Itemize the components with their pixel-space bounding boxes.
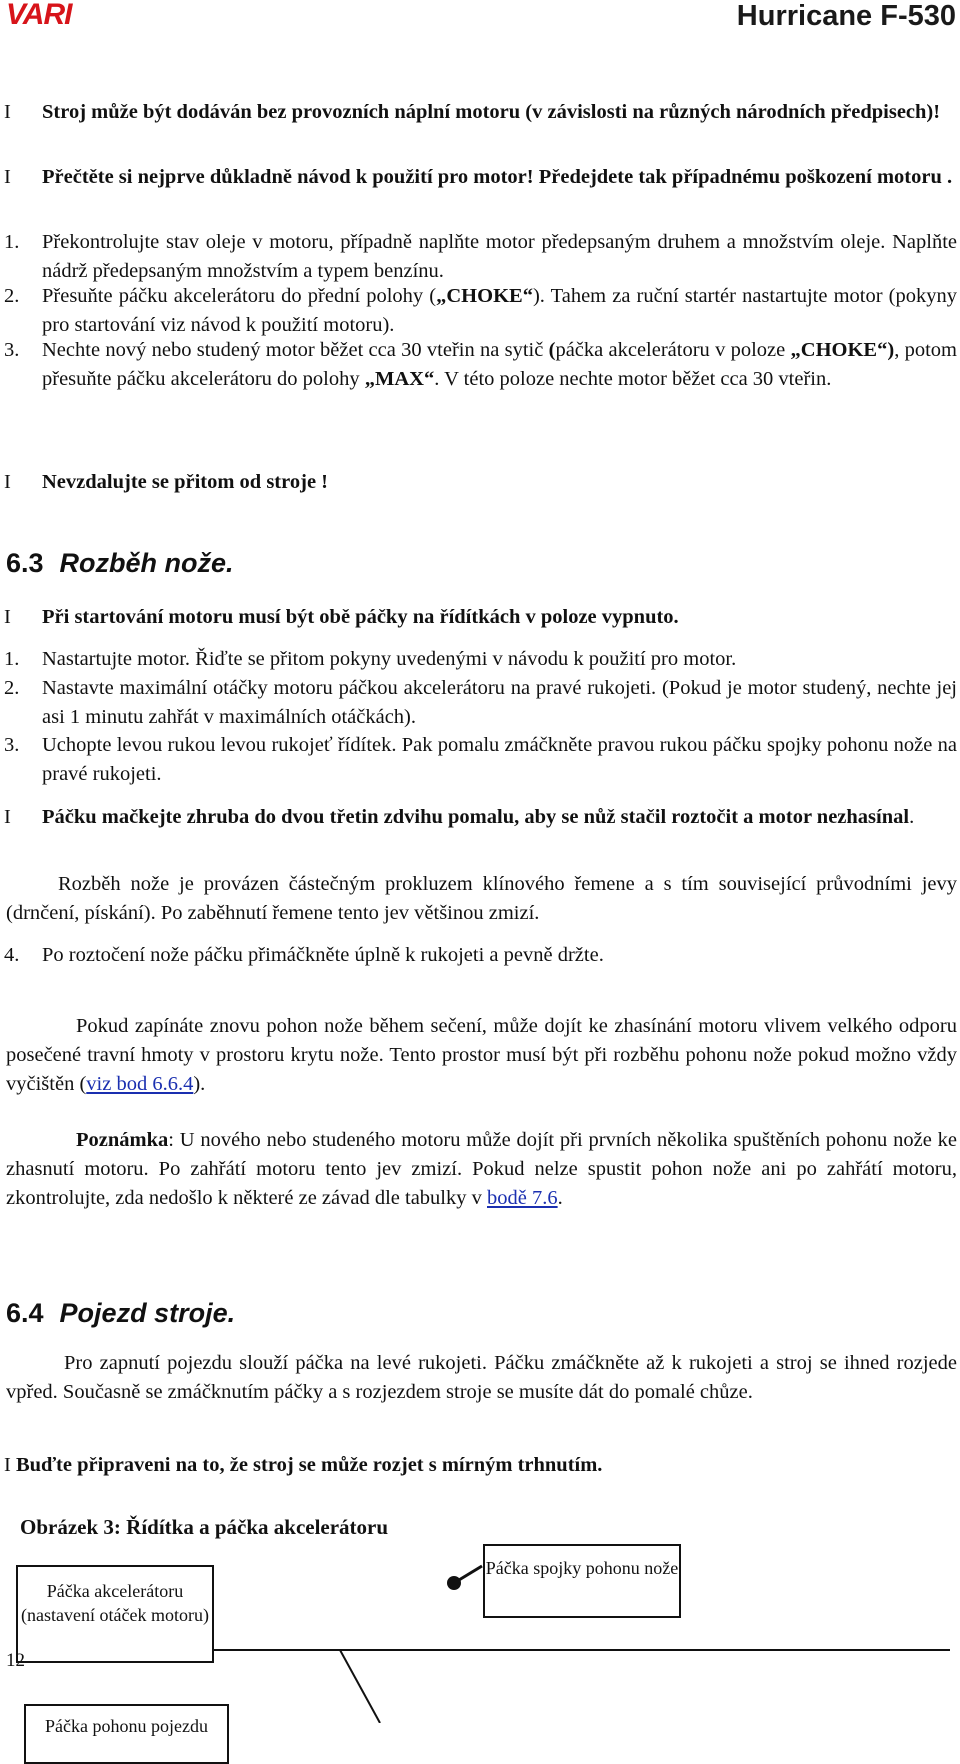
leader-dot-icon (447, 1576, 461, 1590)
warning-bullet-icon: I (4, 471, 11, 493)
step-number: 1. (4, 648, 20, 670)
step-text: Přesuňte páčku akcelerátoru do přední polohy („CHOKE“). Tahem za ruční startér nastartujte motor (pokyny pro startování viz návod k použití motoru). (42, 285, 957, 336)
step-text: Nechte nový nebo studený motor běžet cca 30 vteřin na sytič (páčka akcelerátoru v poloze „CHOKE“), potom přesuňte páčku akcelerátoru do polohy „MAX“. V této poloze nechte motor běžet cca 30 vteřin. (42, 339, 957, 390)
warning-bullet-icon: I (4, 1454, 11, 1476)
step-number: 3. (4, 339, 20, 361)
warning-bullet-icon: I (4, 606, 11, 628)
brand-text: VARI (6, 0, 72, 30)
step-number: 3. (4, 734, 20, 756)
step-number: 2. (4, 677, 20, 699)
callout-box (483, 1544, 681, 1618)
brand-logo (6, 0, 136, 35)
callout-label: Páčka spojky pohonu nože (485, 1558, 679, 1578)
paragraph: Rozběh nože je provázen částečným prokluzem klínového řemene a s tím související průvodními jevy (drnčení, pískání). Po zaběhnutí řemene tento jev většinou zmizí. (6, 873, 957, 924)
step-number: 2. (4, 285, 20, 307)
paragraph: Pokud zapínáte znovu pohon nože během sečení, může dojít ke zhasínání motoru vlivem velkého odporu posečené travní hmoty v prostoru krytu nože. Tento prostor musí být při rozběhu pohonu nože pokud možno vždy vyčištěn (viz bod 6.6.4). (6, 1015, 957, 1095)
page-number: 12 (6, 1650, 25, 1671)
callout-box (24, 1704, 229, 1764)
cross-reference-link[interactable]: bodě 7.6 (487, 1187, 558, 1209)
step-number: 1. (4, 231, 20, 253)
step-number: 4. (4, 944, 20, 966)
step-text: Uchopte levou rukou levou rukojeť řídítek. Pak pomalu zmáčkněte pravou rukou páčku spojky pohonu nože na pravé rukojeti. (42, 734, 957, 785)
cross-reference-link[interactable]: viz bod 6.6.4 (86, 1073, 194, 1095)
step-text: Nastavte maximální otáčky motoru páčkou akcelerátoru na pravé rukojeti. (Pokud je motor studený, nechte jej asi 1 minutu zahřát v maximálních otáčkách). (42, 677, 957, 728)
warning-bullet-icon: I (4, 806, 11, 828)
warning-text: I Buďte připraveni na to, že stroj se může rozjet s mírným trhnutím. (4, 1454, 603, 1476)
callout-box (16, 1565, 214, 1663)
callout-label: Páčka pohonu pojezdu (45, 1716, 208, 1736)
warning-bullet-icon: I (4, 166, 11, 188)
warning-text: Stroj může být dodáván bez provozních náplní motoru (v závislosti na různých národních předpisech)! (42, 101, 941, 123)
callout-label: Páčka akcelerátoru (nastavení otáček motoru) (21, 1581, 209, 1625)
warning-text: Při startování motoru musí být obě páčky na řídítkách v poloze vypnuto. (42, 606, 679, 628)
note-paragraph: Poznámka: U nového nebo studeného motoru může dojít při prvních několika spuštěních pohonu nože ke zhasnutí motoru. Po zahřátí motoru tento jev zmizí. Pokud nelze spustit pohon nože ani po zahřátí motoru, zkontrolujte, zda nedošlo k některé ze závad dle tabulky v bodě 7.6. (6, 1129, 957, 1209)
leader-line (340, 1650, 380, 1723)
warning-text: Přečtěte si nejprve důkladně návod k použití pro motor! Předejdete tak případnému poškození motoru . (42, 166, 953, 188)
step-text: Překontrolujte stav oleje v motoru, případně naplňte motor předepsaným druhem a množstvím oleje. Naplňte nádrž předepsaným množstvím a typem benzínu. (42, 231, 957, 282)
figure-title: Obrázek 3: Řídítka a páčka akcelerátoru (20, 1515, 389, 1539)
section-heading: 6.3 Rozběh nože. (6, 548, 234, 578)
vari-logo-icon (6, 0, 136, 30)
warning-text: Páčku mačkejte zhruba do dvou třetin zdvihu pomalu, aby se nůž stačil roztočit a motor nezhasínal. (42, 806, 915, 828)
paragraph: Pro zapnutí pojezdu slouží páčka na levé rukojeti. Páčku zmáčkněte až k rukojeti a stroj se ihned rozjede vpřed. Současně se zmáčknutím páčky a s rozjezdem stroje se musíte dát do pomalé chůze. (6, 1352, 957, 1403)
warning-bullet-icon: I (4, 101, 11, 123)
step-text: Po roztočení nože páčku přimáčkněte úplně k rukojeti a pevně držte. (42, 944, 604, 966)
section-heading: 6.4 Pojezd stroje. (6, 1298, 236, 1328)
document-title: Hurricane F-530 (736, 0, 956, 32)
step-text: Nastartujte motor. Řiďte se přitom pokyny uvedenými v návodu k použití pro motor. (42, 648, 737, 670)
warning-text: Nevzdalujte se přitom od stroje ! (42, 471, 328, 493)
